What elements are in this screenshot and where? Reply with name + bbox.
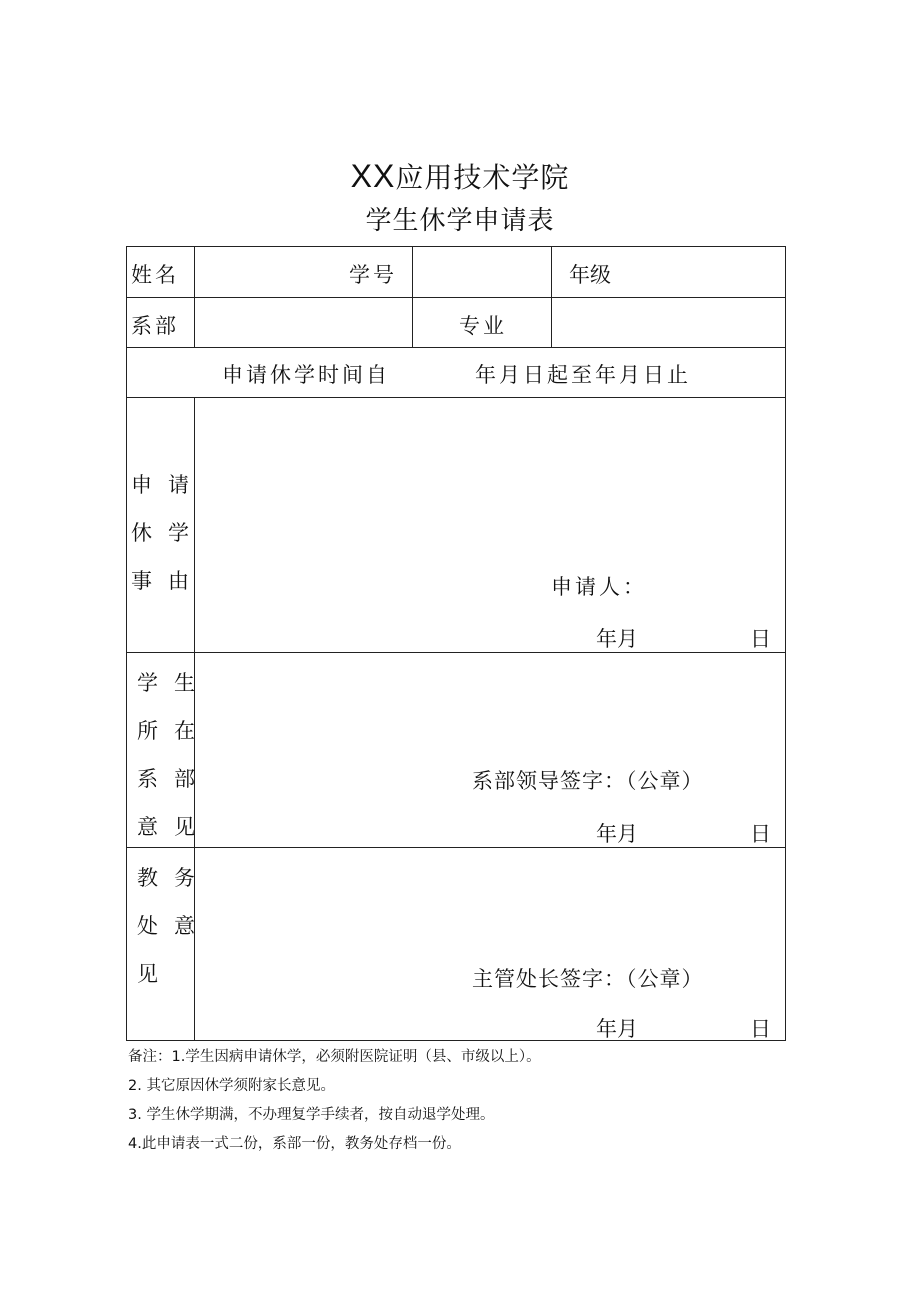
department-date-day: 日 — [750, 822, 771, 846]
remark-line: 备注：1.学生因病申请休学，必须附医院证明（县、市级以上）。 — [128, 1049, 541, 1065]
department-opinion-field[interactable] — [197, 655, 782, 845]
major-field[interactable] — [554, 297, 782, 347]
director-sign-label: 主管处长签字：（公章） — [472, 967, 704, 991]
academic-affairs-opinion-field[interactable] — [197, 850, 782, 1038]
academic-affairs-opinion-label: 教务 处意 见 — [137, 866, 211, 986]
remark-line: 4.此申请表一式二份，系部一份，教务处存档一份。 — [128, 1136, 461, 1152]
name-label: 姓名 — [131, 263, 179, 287]
applicant-label: 申请人： — [551, 575, 647, 599]
col-divider — [194, 247, 195, 347]
row-divider — [127, 652, 785, 653]
reason-date-year-month: 年月 — [596, 627, 638, 651]
title-prefix: XX — [350, 158, 396, 194]
title-school-name: 应用技术学院 — [395, 161, 570, 194]
department-date-year-month: 年月 — [596, 822, 638, 846]
application-form — [126, 246, 786, 1041]
student-id-label: 学号 — [349, 263, 397, 287]
reason-section-label: 申请 休学 事由 — [131, 473, 205, 593]
remarks — [128, 1043, 541, 1159]
department-field[interactable] — [197, 297, 409, 347]
grade-field[interactable] — [647, 247, 781, 297]
academic-date-year-month: 年月 — [596, 1017, 638, 1041]
col-divider — [551, 247, 552, 347]
reason-date-day: 日 — [750, 627, 771, 651]
row-divider — [127, 347, 785, 348]
department-label: 系部 — [131, 314, 179, 338]
academic-date-day: 日 — [750, 1017, 771, 1041]
major-label: 专业 — [459, 314, 507, 338]
remark-line: 3. 学生休学期满，不办理复学手续者，按自动退学处理。 — [128, 1107, 495, 1123]
grade-label: 年级 — [569, 263, 611, 287]
student-id-field[interactable] — [415, 247, 549, 297]
leave-period-range: 年月日起至年月日止 — [475, 363, 691, 387]
row-divider — [127, 847, 785, 848]
document-subtitle: 学生休学申请表 — [365, 206, 555, 236]
department-sign-label: 系部领导签字：（公章） — [472, 769, 704, 793]
remark-line: 2. 其它原因休学须附家长意见。 — [128, 1078, 335, 1094]
col-divider — [412, 247, 413, 347]
document-title — [0, 156, 920, 196]
department-opinion-label: 学生 所在 系部 意见 — [137, 671, 211, 839]
leave-period-label: 申请休学时间自 — [222, 363, 390, 387]
reason-field[interactable] — [197, 400, 782, 650]
row-divider — [127, 397, 785, 398]
